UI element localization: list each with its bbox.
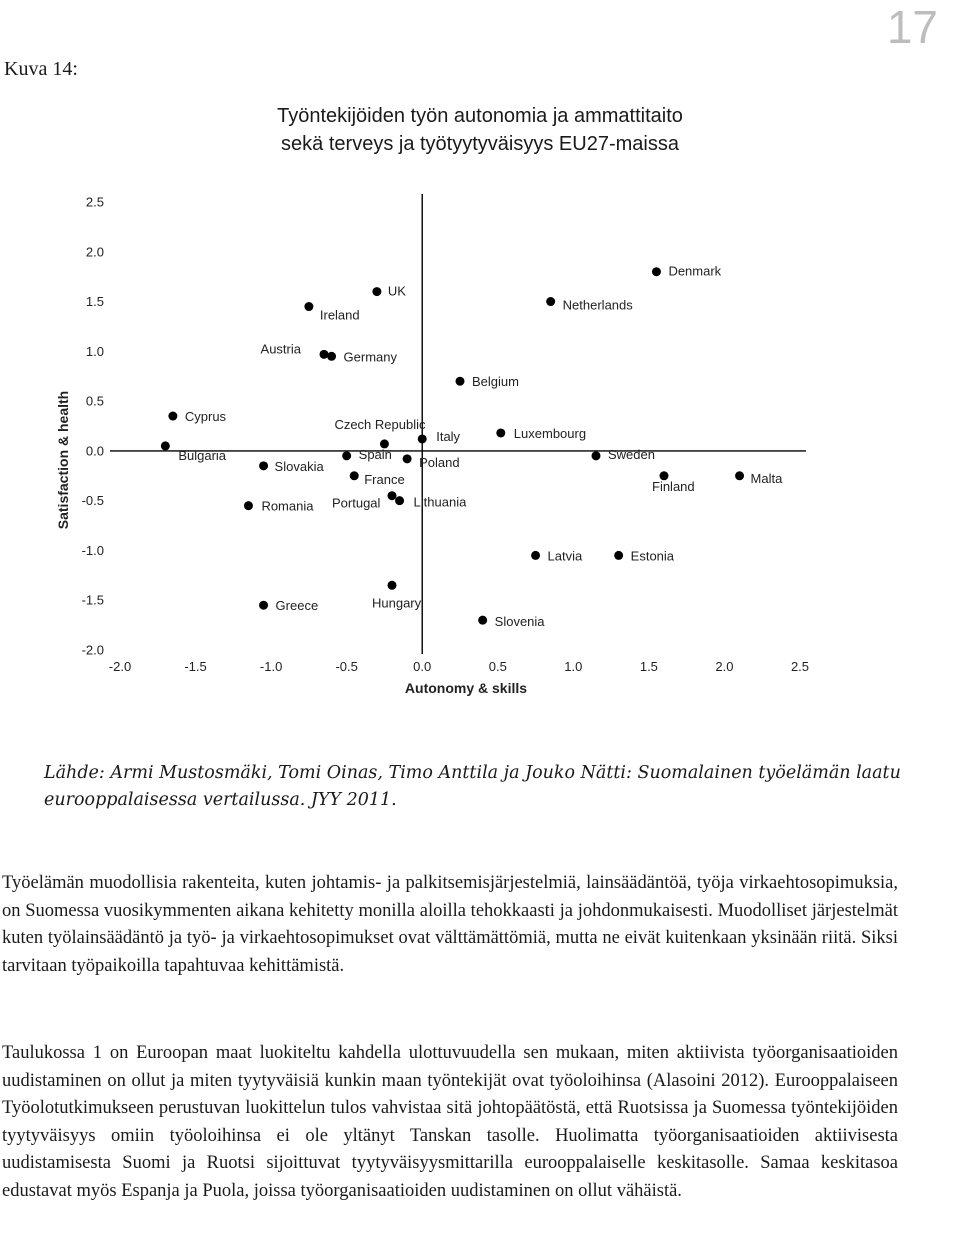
body-paragraph-1: Työelämän muodollisia rakenteita, kuten johtamis- ja palkitsemisjärjestelmiä, lainsäädäntöä, työja virkaehtosopimuksia, on Suomessa vuosikymmenten aikana kehitetty monilla aloilla tehokkaasti ja johdonmukaisesti. Muodolliset järjestelmät kuten työlainsäädäntö ja työ- ja virkaehtosopimukset ovat välttämättömiä, mutta ne eivät kuitenkaan yksinään riitä. Siksi tarvitaan työpaikoilla tapahtuvaa kehittämistä. — [2, 873, 898, 976]
x-tick-label: -0.5 — [335, 659, 358, 674]
data-point — [403, 454, 412, 463]
data-point — [327, 352, 336, 361]
data-point-label: Belgium — [472, 374, 519, 390]
data-point-label: Malta — [750, 470, 783, 486]
data-point — [244, 501, 253, 510]
data-point — [259, 461, 268, 470]
y-tick-label: -1.0 — [81, 542, 104, 558]
x-tick-label: 1.0 — [564, 659, 583, 674]
data-point — [456, 377, 465, 386]
data-point-label: Portugal — [332, 495, 381, 511]
data-point-label: Romania — [261, 498, 314, 514]
data-point-label: Cyprus — [184, 409, 227, 425]
data-point-label: Czech Republic — [334, 416, 426, 432]
chart-title — [0, 102, 960, 158]
data-point-label: Ireland — [319, 307, 360, 323]
data-point — [259, 601, 268, 610]
x-tick-label: 2.5 — [790, 659, 810, 674]
source-citation: Lähde: Armi Mustosmäki, Tomi Oinas, Timo Anttila ja Jouko Nätti: Suomalainen työelämän laatu eurooppalaisessa vertailussa. JYY 2011. — [44, 763, 901, 810]
data-point — [304, 302, 313, 311]
data-point — [342, 451, 351, 460]
data-point-label: Slovenia — [494, 614, 545, 630]
data-point — [496, 428, 505, 437]
chart-title-line-2: sekä terveys ja työtyytyväisyys EU27-maissa — [281, 133, 679, 155]
data-point-label: Denmark — [668, 263, 722, 279]
x-tick-label: 1.5 — [639, 659, 658, 674]
data-point-label: Sweden — [608, 446, 655, 462]
y-tick-label: 2.5 — [85, 194, 104, 210]
data-point-label: Latvia — [547, 548, 583, 564]
data-point — [388, 581, 397, 590]
data-point — [320, 350, 329, 359]
y-tick-label: 0.0 — [85, 443, 104, 459]
x-axis-label: Autonomy & skills — [404, 680, 528, 696]
x-tick-label: 0.0 — [413, 659, 432, 674]
body-paragraph-2: Taulukossa 1 on Euroopan maat luokiteltu kahdella ulottuvuudella sen mukaan, miten aktiivista työorganisaatioiden uudistaminen on ollut ja miten tyytyväisiä kunkin maan työntekijät ovat työoloihinsa (Alasoini 2012). Eurooppalaiseen Työolotutkimukseen perustuvan luokittelun tulos vahvistaa sitä johtopäätöstä, että Ruotsissa ja Suomessa työntekijöiden tyytyväisyys omiin työoloihinsa ei ole yltänyt Tanskan tasolle. Huolimatta työorganisaatioiden aktiivisesta uudistamisesta Suomi ja Ruotsi sijoittuvat tyytyväisyysmittarilla eurooppalaiselle keskitasolle. Samaa keskitasoa edustavat myös Espanja ja Puola, joissa työorganisaatioiden uudistaminen on ollut vähäistä. — [2, 1043, 898, 1201]
y-tick-label: 1.0 — [85, 343, 104, 359]
y-tick-label: 1.5 — [85, 294, 104, 310]
data-point — [372, 287, 381, 296]
page-number: 17 — [886, 1, 938, 53]
y-tick-label: -0.5 — [81, 493, 104, 509]
data-point — [478, 616, 487, 625]
x-tick-label: -1.0 — [259, 659, 283, 674]
data-point-label: Lithuania — [413, 494, 467, 510]
data-point-label: UK — [387, 283, 406, 299]
y-tick-label: 0.5 — [85, 393, 104, 409]
data-point-label: Bulgaria — [178, 447, 227, 463]
x-tick-label: -2.0 — [108, 659, 132, 674]
data-point — [531, 551, 540, 560]
data-point — [388, 491, 397, 500]
data-point — [395, 496, 404, 505]
data-point — [735, 471, 744, 480]
y-axis-label: Satisfaction & health — [55, 390, 71, 530]
data-point — [418, 434, 427, 443]
data-point-label: Hungary — [372, 595, 422, 611]
data-point-label: Poland — [419, 454, 460, 470]
y-tick-label: -1.5 — [81, 592, 104, 608]
x-tick-label: 0.5 — [488, 659, 507, 674]
data-point — [161, 441, 170, 450]
data-point-label: France — [364, 471, 405, 487]
x-tick-label: -1.5 — [184, 659, 207, 674]
data-point-label: Austria — [260, 341, 301, 357]
data-point-label: Italy — [436, 428, 461, 444]
scatter-chart — [0, 180, 960, 710]
data-point — [350, 471, 359, 480]
data-point-label: Slovakia — [274, 458, 324, 474]
data-point — [168, 412, 177, 421]
data-point-label: Germany — [343, 349, 398, 365]
data-point-label: Estonia — [630, 548, 675, 564]
chart-title-line-1: Työntekijöiden työn autonomia ja ammattitaito — [277, 105, 683, 127]
data-point-label: Spain — [358, 446, 392, 462]
data-point-label: Netherlands — [562, 297, 633, 313]
x-tick-label: 2.0 — [715, 659, 734, 674]
y-tick-label: -2.0 — [81, 642, 104, 658]
data-point-label: Luxembourg — [513, 425, 587, 441]
data-point — [614, 551, 623, 560]
y-tick-label: 2.0 — [85, 244, 104, 260]
data-point-label: Greece — [275, 598, 319, 614]
data-point — [592, 451, 601, 460]
figure-label: Kuva 14: — [4, 58, 78, 80]
data-point — [546, 297, 555, 306]
data-point-label: Finland — [652, 478, 695, 494]
data-point — [652, 267, 661, 276]
